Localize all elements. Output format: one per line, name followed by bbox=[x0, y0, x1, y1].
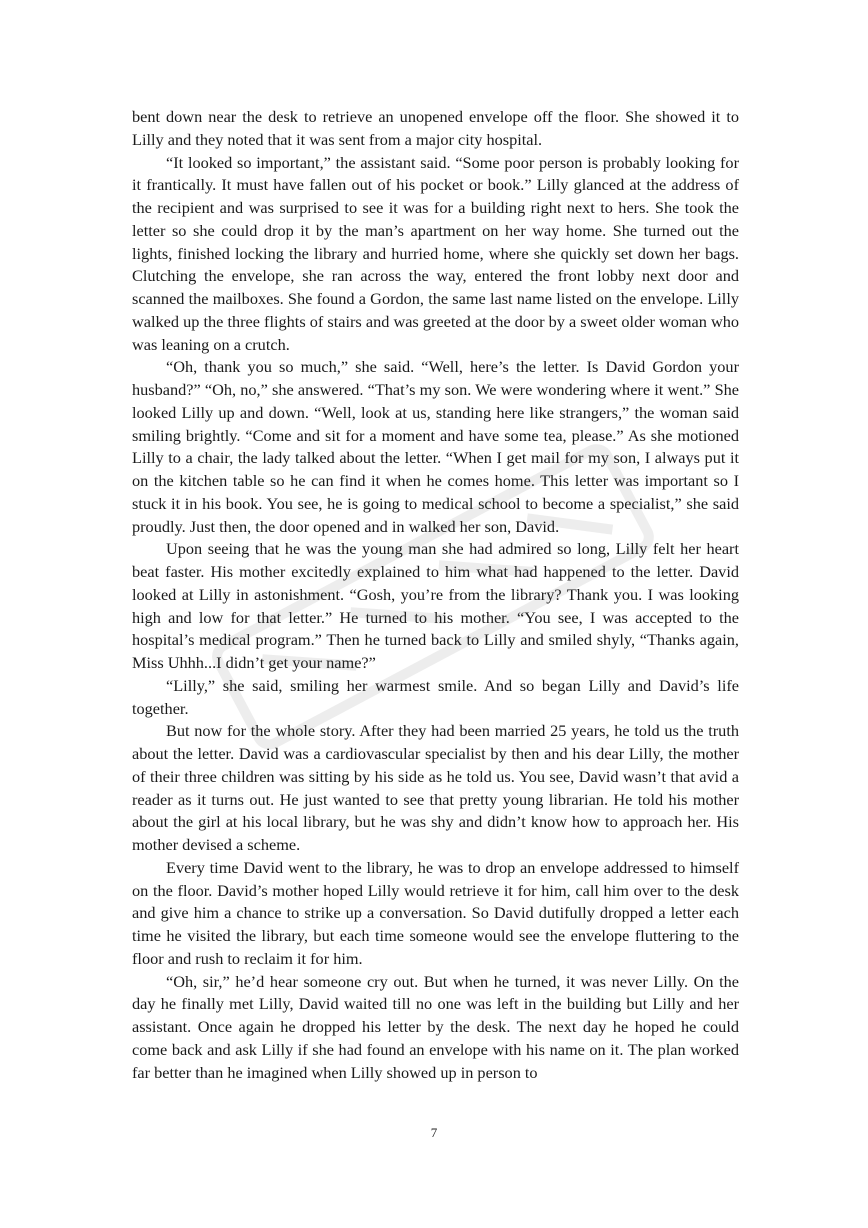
paragraph-5: “Lilly,” she said, smiling her warmest smile. And so began Lilly and David’s life together. bbox=[132, 675, 739, 718]
body-text bbox=[132, 106, 739, 1084]
paragraph-7: Every time David went to the library, he was to drop an envelope addressed to himself on the floor. David’s mother hoped Lilly would retrieve it for him, call him over to the desk and give him a chance to strike up a conversation. So David dutifully dropped a letter each time he visited the library, but each time someone would see the envelope fluttering to the floor and rush to reclaim it for him. bbox=[132, 857, 739, 968]
paragraph-8: “Oh, sir,” he’d hear someone cry out. But when he turned, it was never Lilly. On the day he finally met Lilly, David waited till no one was left in the building but Lilly and her assistant. Once again he dropped his letter by the desk. The next day he hoped he could come back and ask Lilly if she had found an envelope with his name on it. The plan worked far better than he imagined when Lilly showed up in person to bbox=[132, 971, 739, 1082]
paragraph-2: “It looked so important,” the assistant said. “Some poor person is probably looking for it frantically. It must have fallen out of his pocket or book.” Lilly glanced at the address of the recipient and was surprised to see it was for a building right next to hers. She took the letter so she could drop it by the man’s apartment on her way home. She turned out the lights, finished locking the library and hurried home, where she quickly set down her bags. Clutching the envelope, she ran across the way, entered the front lobby next door and scanned the mailboxes. She found a Gordon, the same last name listed on the envelope. Lilly walked up the three flights of stairs and was greeted at the door by a sweet older woman who was leaning on a crutch. bbox=[132, 152, 739, 354]
page-number: 7 bbox=[430, 1125, 438, 1140]
paragraph-1: bent down near the desk to retrieve an unopened envelope off the floor. She showed it to Lilly and they noted that it was sent from a major city hospital. bbox=[132, 107, 739, 149]
paragraph-4: Upon seeing that he was the young man she had admired so long, Lilly felt her heart beat faster. His mother excitedly explained to him what had happened to the letter. David looked at Lilly in astonishment. “Gosh, you’re from the library? Thank you. I was looking high and low for that letter.” He turned to his mother. “You see, I was accepted to the hospital’s medical program.” Then he turned back to Lilly and smiled shyly, “Thanks again, Miss Uhhh...I didn’t get your name?” bbox=[132, 539, 739, 672]
paragraph-3: “Oh, thank you so much,” she said. “Well, here’s the letter. Is David Gordon your husband?” “Oh, no,” she answered. “That’s my son. We were wondering where it went.” She looked Lilly up and down. “Well, look at us, standing here like strangers,” the woman said smiling brightly. “Come and sit for a moment and have some tea, please.” As she motioned Lilly to a chair, the lady talked about the letter. “When I get mail for my son, I always put it on the kitchen table so he can find it when he comes home. This letter was important so I stuck it in his book. You see, he is going to medical school to become a specialist,” she said proudly. Just then, the door opened and in walked her son, David. bbox=[132, 357, 739, 536]
paragraph-6: But now for the whole story. After they had been married 25 years, he told us the truth about the letter. David was a cardiovascular specialist by then and his dear Lilly, the mother of their three children was sitting by his side as he told us. You see, David wasn’t that avid a reader as it turns out. He just wanted to see that pretty young librarian. He told his mother about the girl at his local library, but he was shy and didn’t know how to approach her. His mother devised a scheme. bbox=[132, 721, 739, 854]
